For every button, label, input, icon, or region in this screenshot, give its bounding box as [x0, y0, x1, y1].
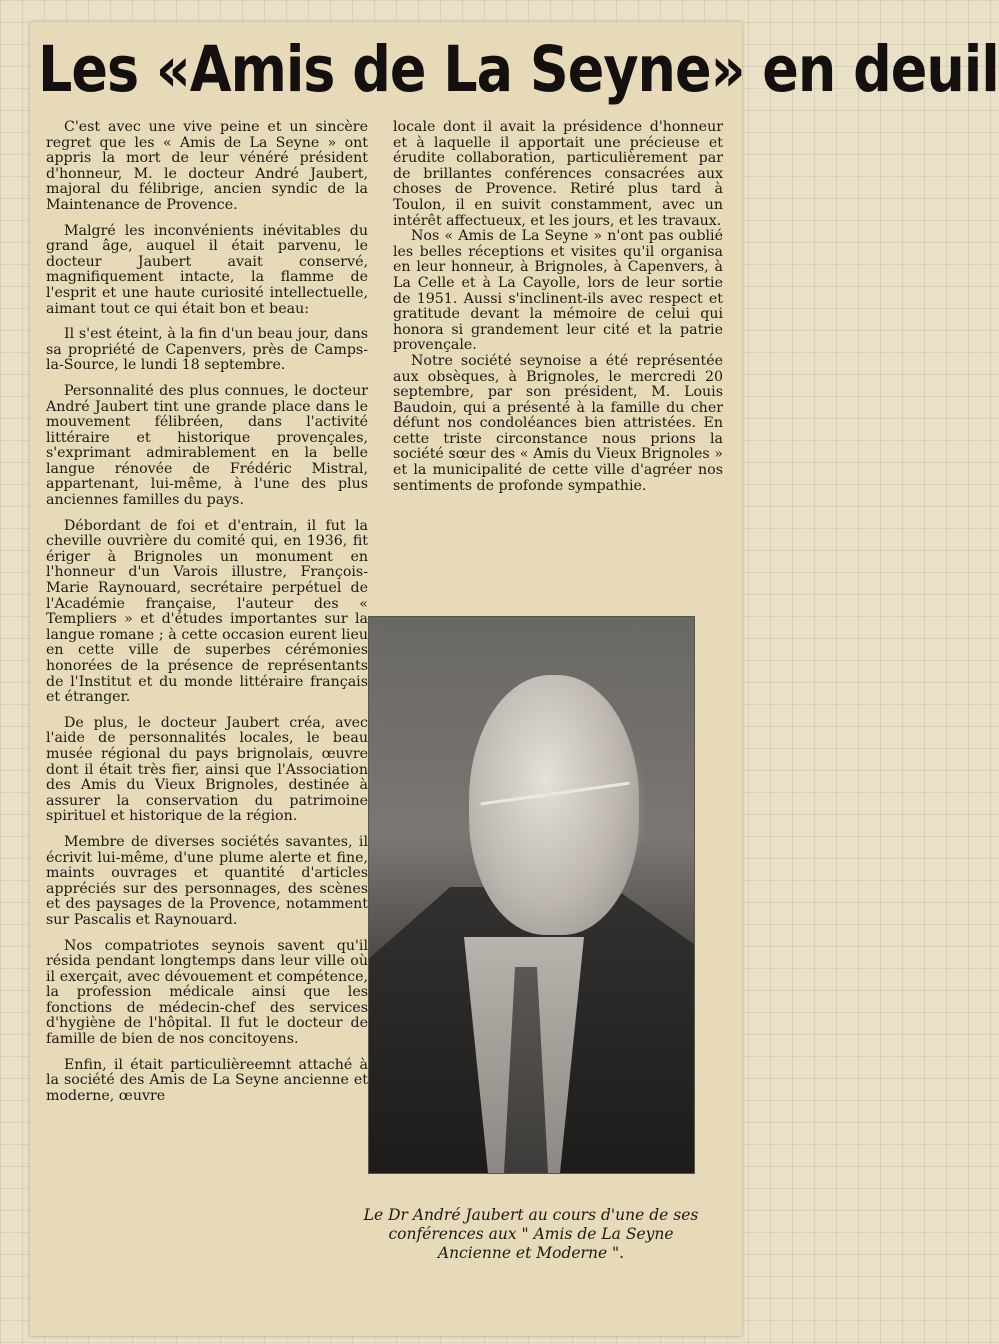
paragraph: C'est avec une vive peine et un sincère regret que les « Amis de La Seyne » ont appris la mort de leur vénéré président d'honneur, M. le docteur André Jaubert, majoral du félibrige, ancien syndic de la Maintenance de Provence. — [46, 119, 368, 213]
paragraph: locale dont il avait la présidence d'honneur et à laquelle il apportait une précieuse et érudite collaboration, particulièrement par de brillantes conférences consacrées aux choses de Provence. Retiré plus tard à Toulon, il en suivit constamment, avec un intérêt affectueux, et les jours, et les travaux. — [393, 119, 723, 229]
headline: Les «Amis de La Seyne» en deuil — [38, 33, 999, 107]
paragraph: Nos « Amis de La Seyne » n'ont pas oublié les belles réceptions et visites qu'il organisa en leur honneur, à Brignoles, à Capenvers, à La Celle et à La Cayolle, lors de leur sortie de 1951. Aussi s'inclinent-ils avec respect et gratitude devant la mémoire de celui qui honora si grandement leur cité et la patrie provençale. — [393, 228, 723, 354]
paragraph: Membre de diverses sociétés savantes, il écrivit lui-même, d'une plume alerte et fine, maints ouvrages et quantité d'articles appréciés sur des personnages, des scènes et des paysages de la Provence, notamment sur Pascalis et Raynouard. — [46, 833, 368, 928]
photo-caption: Le Dr André Jaubert au cours d'une de ses conférences aux " Amis de La Seyne Ancienne et Moderne ". — [363, 1206, 699, 1262]
paragraph: Notre société seynoise a été représentée aux obsèques, à Brignoles, le mercredi 20 septembre, par son président, M. Louis Baudoin, qui a présenté à la famille du cher défunt nos condoléances bien attristées. En cette triste circonstance nous prions la société sœur des « Amis du Vieux Brignoles » et la municipalité de cette ville d'agréer nos sentiments de profonde sympathie. — [393, 352, 723, 494]
portrait-photo — [368, 616, 695, 1174]
left-column — [46, 120, 368, 1114]
right-column — [393, 120, 723, 494]
paragraph: Débordant de foi et d'entrain, il fut la cheville ouvrière du comité qui, en 1936, fit ériger à Brignoles un monument en l'honneur d'un Varois illustre, François-Marie Raynouard, secrétaire perpétuel de l'Académie française, l'auteur des « Templiers » et d'études importantes sur la langue romane ; à cette occasion eurent lieu en cette ville de superbes cérémonies honorées de la présence de représentants de l'Institut et du monde littéraire français et étranger. — [46, 517, 368, 706]
paragraph: Nos compatriotes seynois savent qu'il résida pendant longtemps dans leur ville où il exerçait, avec dévouement et compétence, la profession médicale ainsi que les fonctions de médecin-chef des services d'hygiène de l'hôpital. Il fut le docteur de famille de bien de nos concitoyens. — [46, 937, 368, 1048]
paragraph: Il s'est éteint, à la fin d'un beau jour, dans sa propriété de Capenvers, près de Camps-la-Source, le lundi 18 septembre. — [46, 326, 368, 374]
paragraph: De plus, le docteur Jaubert créa, avec l'aide de personnalités locales, le beau musée régional du pays brignolais, œuvre dont il était très fier, ainsi que l'Association des Amis du Vieux Brignoles, destinée à assurer la conservation du patrimoine spirituel et historique de la région. — [46, 714, 368, 825]
paragraph: Enfin, il était particulièreemnt attaché à la société des Amis de La Seyne ancienne et moderne, œuvre — [46, 1056, 368, 1104]
paragraph: Malgré les inconvénients inévitables du grand âge, auquel il était parvenu, le docteur Jaubert avait conservé, magnifiquement intacte, la flamme de l'esprit et une haute curiosité intellectuelle, aimant tout ce qui était bon et beau: — [46, 222, 368, 317]
paragraph: Personnalité des plus connues, le docteur André Jaubert tint une grande place dans le mouvement félibréen, dans l'activité littéraire et historique provençales, s'exprimant admirablement en la belle langue rénovée de Frédéric Mistral, appartenant, lui-même, à l'une des plus anciennes familles du pays. — [46, 382, 368, 509]
